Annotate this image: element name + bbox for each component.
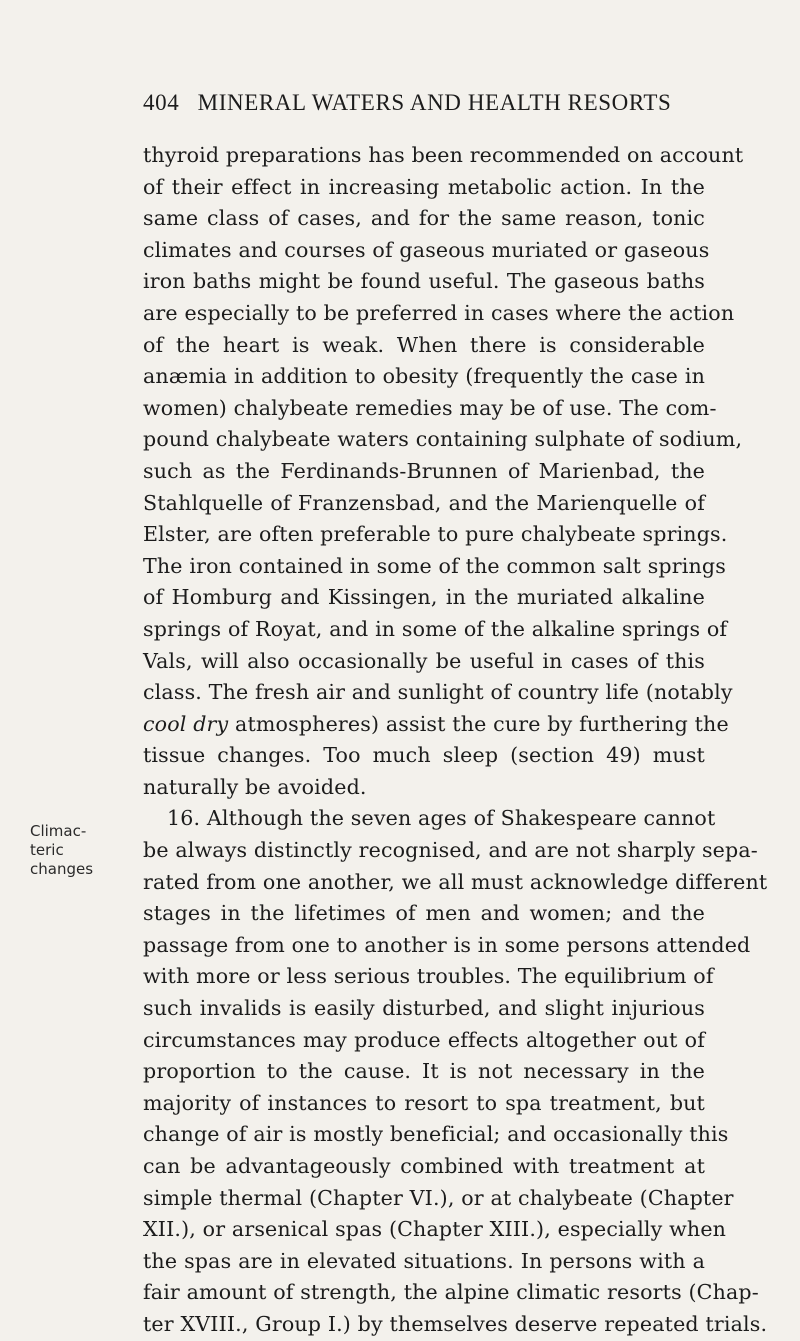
margin-note-line: teric <box>30 841 64 859</box>
page-number: 404 <box>143 90 180 115</box>
text-line: tissue changes. Too much sleep (section 49) must <box>143 743 705 768</box>
text-line: such as the Ferdinands-Brunnen of Marienbad, the <box>143 458 705 483</box>
text-line: of their effect in increasing metabolic action. In the <box>143 174 705 199</box>
text-line: thyroid preparations has been recommended on account <box>143 143 744 167</box>
text-line: climates and courses of gaseous muriated or gaseous <box>143 237 710 262</box>
italic-phrase: cool dry <box>143 711 229 736</box>
text-line: are especially to be preferred in cases where the action <box>143 300 735 325</box>
running-title: MINERAL WATERS AND HEALTH RESORTS <box>197 90 672 115</box>
text-line: passage from one to another is in some persons attended <box>143 932 751 957</box>
text-line: ter XVIII., Group I.) by themselves deserve repeated trials. <box>143 1311 768 1336</box>
text-line: stages in the lifetimes of men and women; and the <box>143 901 705 926</box>
text-line: springs of Royat, and in some of the alkaline springs of <box>143 616 728 641</box>
margin-note-line: changes <box>30 860 94 878</box>
text-line: proportion to the cause. It is not necessary in the <box>143 1059 705 1084</box>
text-line: The iron contained in some of the common salt springs <box>143 553 726 578</box>
text-line: women) chalybeate remedies may be of use. The com- <box>143 395 717 420</box>
text-line: rated from one another, we all must acknowledge different <box>143 869 768 894</box>
text-line: Stahlquelle of Franzensbad, and the Marienquelle of <box>143 490 705 515</box>
text-line: can be advantageously combined with treatment at <box>143 1154 705 1178</box>
text-line: be always distinctly recognised, and are not sharply sepa- <box>143 838 758 863</box>
text-line: the spas are in elevated situations. In persons with a <box>143 1248 705 1273</box>
text-line <box>143 709 729 741</box>
margin-note-line: Climac- <box>30 822 87 840</box>
text-line: same class of cases, and for the same reason, tonic <box>143 206 705 231</box>
text-line-rest: atmospheres) assist the cure by furthering the <box>228 711 729 736</box>
text-line: naturally be avoided. <box>143 774 367 799</box>
text-line: with more or less serious troubles. The equilibrium of <box>143 964 714 989</box>
text-line: anæmia in addition to obesity (frequently the case in <box>143 364 705 389</box>
text-line: class. The fresh air and sunlight of country life (notably <box>143 680 733 705</box>
text-line: of Homburg and Kissingen, in the muriated alkaline <box>143 585 705 610</box>
text-line: 16. Although the seven ages of Shakespeare cannot <box>167 806 716 831</box>
text-line: change of air is mostly beneficial; and occasionally this <box>143 1122 729 1147</box>
text-line: Vals, will also occasionally be useful in cases of this <box>143 648 705 673</box>
text-line: Elster, are often preferable to pure chalybeate springs. <box>143 522 728 547</box>
body-text <box>143 140 768 1341</box>
text-line: such invalids is easily disturbed, and slight injurious <box>143 996 705 1021</box>
margin-note <box>30 822 122 879</box>
running-header <box>143 90 703 116</box>
text-line: iron baths might be found useful. The gaseous baths <box>143 269 705 294</box>
text-line: circumstances may produce effects altogether out of <box>143 1027 705 1052</box>
text-line: XII.), or arsenical spas (Chapter XIII.), especially when <box>143 1217 727 1242</box>
text-line: simple thermal (Chapter VI.), or at chalybeate (Chapter <box>143 1185 734 1210</box>
text-line: pound chalybeate waters containing sulphate of sodium, <box>143 427 743 452</box>
text-line: fair amount of strength, the alpine climatic resorts (Chap- <box>143 1280 759 1305</box>
text-line: of the heart is weak. When there is considerable <box>143 332 705 357</box>
text-line: majority of instances to resort to spa treatment, but <box>143 1090 705 1115</box>
